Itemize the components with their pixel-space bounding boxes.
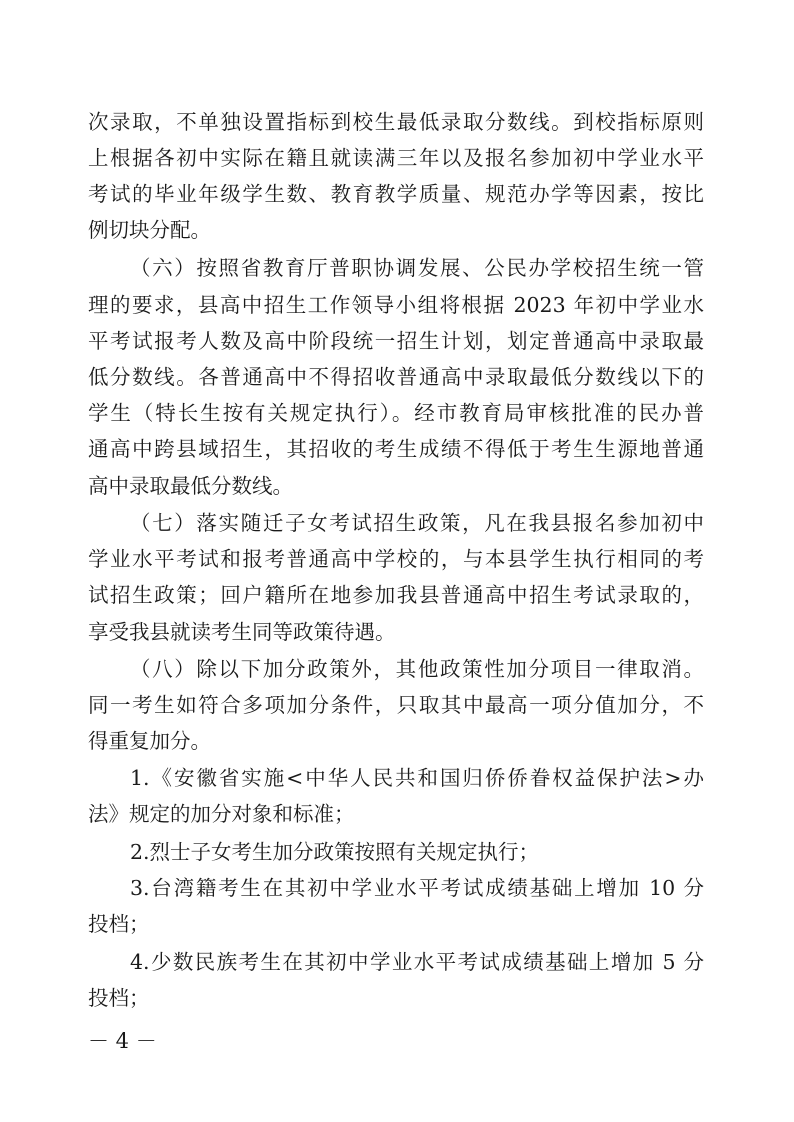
list-item-line: 投档；	[88, 986, 150, 1010]
paragraph-line: 试招生政策；回户籍所在地参加我县普通高中招生考试录取的，	[88, 583, 704, 607]
paragraph-line: （七）落实随迁子女考试招生政策，凡在我县报名参加初中	[130, 511, 704, 535]
list-item-line: 3.台湾籍考生在其初中学业水平考试成绩基础上增加 10 分	[130, 876, 704, 900]
paragraph-line: 高中录取最低分数线。	[88, 474, 293, 498]
paragraph-line: 享受我县就读考生同等政策待遇。	[88, 620, 396, 644]
paragraph-line: 同一考生如符合多项加分条件，只取其中最高一项分值加分，不	[88, 693, 704, 717]
list-item-line: 4.少数民族考生在其初中学业水平考试成绩基础上增加 5 分	[130, 950, 704, 974]
paragraph-line: 得重复加分。	[88, 729, 211, 753]
paragraph-line: 上根据各初中实际在籍且就读满三年以及报名参加初中学业水平	[88, 146, 704, 170]
paragraph-line: （六）按照省教育厅普职协调发展、公民办学校招生统一管	[130, 256, 704, 280]
list-item-line: 法》规定的加分对象和标准；	[88, 802, 355, 826]
paragraph-line: 次录取，不单独设置指标到校生最低录取分数线。到校指标原则	[88, 110, 704, 134]
list-item-line: 投档；	[88, 912, 150, 936]
paragraph-line: 考试的毕业年级学生数、教育教学质量、规范办学等因素，按比	[88, 182, 704, 206]
list-item-line: 1.《安徽省实施<中华人民共和国归侨侨眷权益保护法>办	[130, 766, 704, 790]
paragraph-line: 学业水平考试和报考普通高中学校的，与本县学生执行相同的考	[88, 547, 704, 571]
paragraph-line: （八）除以下加分政策外，其他政策性加分项目一律取消。	[130, 657, 704, 681]
paragraph-line: 通高中跨县域招生，其招收的考生成绩不得低于考生生源地普通	[88, 437, 704, 461]
paragraph-line: 平考试报考人数及高中阶段统一招生计划，划定普通高中录取最	[88, 329, 704, 353]
paragraph-line: 学生（特长生按有关规定执行）。经市教育局审核批准的民办普	[88, 401, 704, 425]
paragraph-line: 理的要求，县高中招生工作领导小组将根据 2023 年初中学业水	[88, 293, 704, 317]
page-number: － 4 －	[88, 1029, 157, 1053]
paragraph-line: 低分数线。各普通高中不得招收普通高中录取最低分数线以下的	[88, 365, 704, 389]
paragraph-line: 例切块分配。	[88, 218, 211, 242]
list-item-line: 2.烈士子女考生加分政策按照有关规定执行；	[130, 840, 540, 864]
